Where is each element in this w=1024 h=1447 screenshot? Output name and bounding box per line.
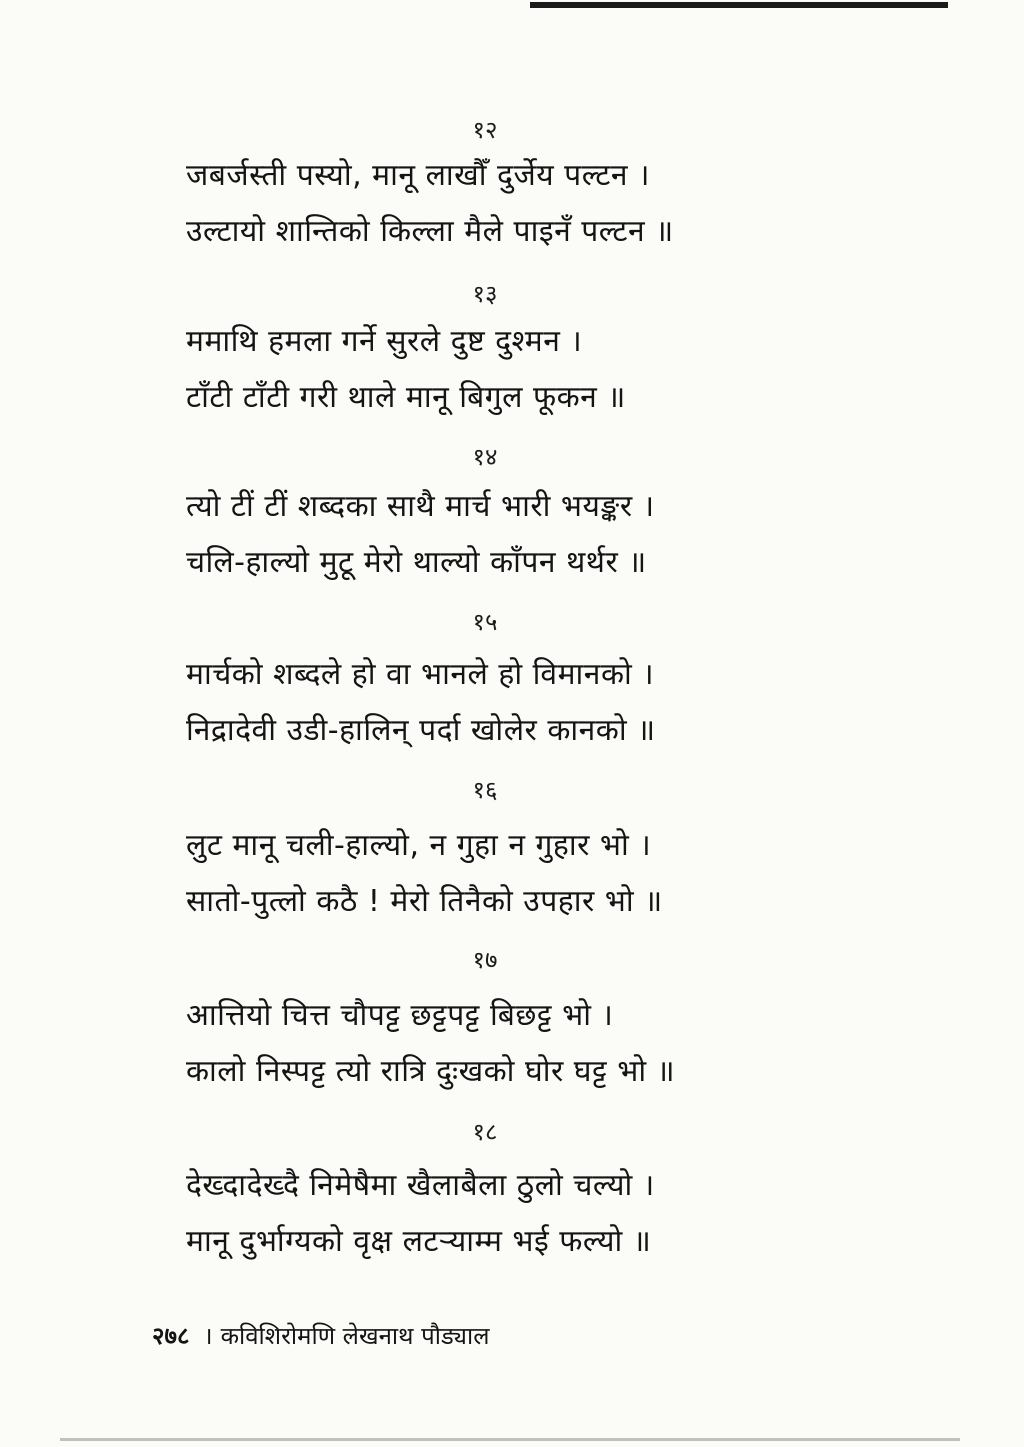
page-number: २७८ — [152, 1322, 190, 1350]
stanza-number: १२ — [472, 116, 498, 144]
verse-line: त्यो टीं टीं शब्दका साथै मार्च भारी भयङ्कर । — [186, 489, 655, 524]
stanza-number: १८ — [472, 1118, 498, 1146]
stanza-number: १६ — [472, 776, 498, 804]
stanza-number: १३ — [472, 280, 498, 308]
bottom-edge — [60, 1438, 960, 1441]
verse-line: कालो निस्पट्ट त्यो रात्रि दुःखको घोर घट्ट भो ॥ — [186, 1054, 676, 1089]
verse-line: जबर्जस्ती पस्यो, मानू लाखौँ दुर्जेय पल्टन । — [186, 158, 650, 193]
stanza-number: १५ — [472, 608, 498, 636]
book-title: कविशिरोमणि लेखनाथ पौड्याल — [220, 1322, 490, 1350]
verse-line: मानू दुर्भाग्यको वृक्ष लटऱ्याम्म भई फल्यो ॥ — [186, 1224, 652, 1259]
verse-line: चलि-हाल्यो मुटू मेरो थाल्यो काँपन थर्थर ॥ — [186, 545, 647, 580]
verse-line: लुट मानू चली-हाल्यो, न गुहा न गुहार भो । — [186, 828, 652, 863]
top-rule — [530, 2, 948, 8]
verse-line: ममाथि हमला गर्ने सुरले दुष्ट दुश्मन । — [186, 324, 583, 359]
verse-line: आत्तियो चित्त चौपट्ट छट्टपट्ट बिछट्ट भो । — [186, 998, 614, 1033]
stanza-number: १७ — [472, 946, 498, 974]
verse-line: निद्रादेवी उडी-हालिन् पर्दा खोलेर कानको ॥ — [186, 713, 656, 748]
footer-separator: । — [203, 1322, 213, 1350]
stanza-number: १४ — [472, 443, 498, 471]
verse-line: सातो-पुत्लो कठै ! मेरो तिनैको उपहार भो ॥ — [186, 884, 663, 919]
verse-line: टाँटी टाँटी गरी थाले मानू बिगुल फूकन ॥ — [186, 380, 626, 415]
verse-line: देख्दादेख्दै निमेषैमा खैलाबैला ठुलो चल्यो । — [186, 1168, 655, 1203]
page-footer — [152, 1320, 490, 1352]
verse-line: उल्टायो शान्तिको किल्ला मैले पाइनँ पल्टन ॥ — [186, 214, 674, 249]
verse-line: मार्चको शब्दले हो वा भानले हो विमानको । — [186, 657, 655, 692]
